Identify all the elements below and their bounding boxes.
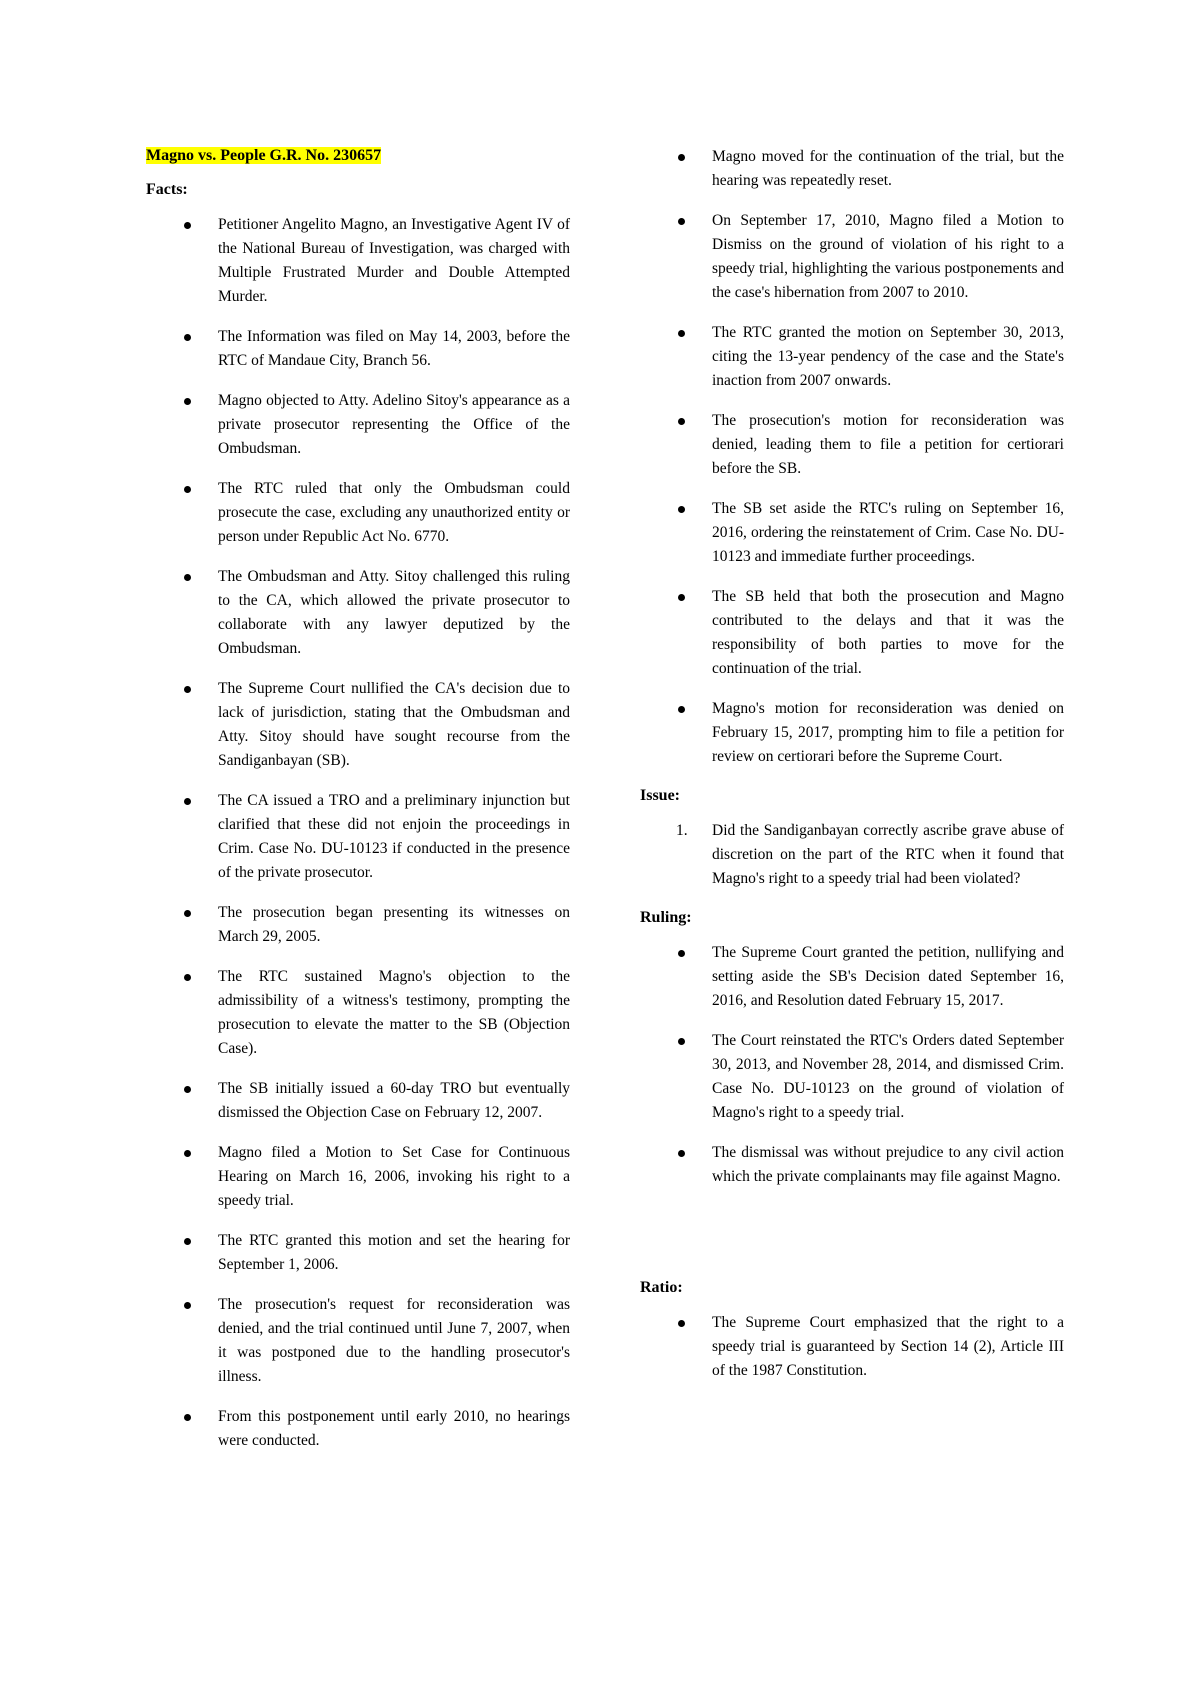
fact-item xyxy=(146,213,570,309)
fact-text: From this postponement until early 2010, no hearings were conducted. xyxy=(218,1408,570,1449)
bullet-icon xyxy=(184,910,191,917)
bullet-icon xyxy=(678,706,685,713)
fact-text: The prosecution's request for reconsideration was denied, and the trial continued until June 7, 2007, when it was postponed due to the handling prosecutor's illness. xyxy=(218,1296,570,1385)
ruling-heading: Ruling: xyxy=(640,909,692,926)
fact-text: The CA issued a TRO and a preliminary injunction but clarified that these did not enjoin the proceedings in Crim. Case No. DU-10123 if conducted in the presence of the private prosecutor. xyxy=(218,792,570,881)
bullet-icon xyxy=(678,418,685,425)
fact-text: The SB held that both the prosecution and Magno contributed to the delays and that it was the responsibility of both parties to move for the continuation of the trial. xyxy=(712,588,1064,677)
ratio-list xyxy=(640,1311,1064,1383)
bullet-icon xyxy=(678,950,685,957)
fact-item xyxy=(146,789,570,885)
fact-text: The prosecution's motion for reconsideration was denied, leading them to file a petition for certiorari before the SB. xyxy=(712,412,1064,477)
fact-text: The Supreme Court nullified the CA's decision due to lack of jurisdiction, stating that the Ombudsman and Atty. Sitoy should have sought recourse from the Sandiganbayan (SB). xyxy=(218,680,570,769)
fact-item xyxy=(146,677,570,773)
ruling-text: The Supreme Court granted the petition, nullifying and setting aside the SB's Decision dated September 16, 2016, and Resolution dated February 15, 2017. xyxy=(712,944,1064,1009)
fact-text: On September 17, 2010, Magno filed a Motion to Dismiss on the ground of violation of his right to a speedy trial, highlighting the various postponements and the case's hibernation from 2007 to 2010. xyxy=(712,212,1064,301)
bullet-icon xyxy=(678,154,685,161)
fact-text: The Ombudsman and Atty. Sitoy challenged this ruling to the CA, which allowed the private prosecutor to collaborate with any lawyer deputized by the Ombudsman. xyxy=(218,568,570,657)
issue-heading: Issue: xyxy=(640,787,681,804)
fact-text: The Information was filed on May 14, 2003, before the RTC of Mandaue City, Branch 56. xyxy=(218,328,570,369)
fact-text: The RTC sustained Magno's objection to the admissibility of a witness's testimony, prompting the prosecution to elevate the matter to the SB (Objection Case). xyxy=(218,968,570,1057)
facts-heading: Facts: xyxy=(146,181,188,198)
fact-item xyxy=(146,901,570,949)
fact-item xyxy=(640,321,1064,393)
bullet-icon xyxy=(678,1038,685,1045)
bullet-icon xyxy=(184,1414,191,1421)
fact-text: The RTC granted this motion and set the hearing for September 1, 2006. xyxy=(218,1232,570,1273)
fact-item xyxy=(146,1405,570,1453)
fact-item xyxy=(640,497,1064,569)
fact-item xyxy=(146,1141,570,1213)
ratio-text: The Supreme Court emphasized that the right to a speedy trial is guaranteed by Section 14 (2), Article III of the 1987 Constitution. xyxy=(712,1314,1064,1379)
fact-item xyxy=(146,1229,570,1277)
bullet-icon xyxy=(184,398,191,405)
bullet-icon xyxy=(678,506,685,513)
bullet-icon xyxy=(678,1320,685,1327)
fact-item xyxy=(146,477,570,549)
left-column xyxy=(146,145,570,1469)
fact-item xyxy=(146,965,570,1061)
fact-item xyxy=(640,585,1064,681)
ruling-text: The dismissal was without prejudice to any civil action which the private complainants may file against Magno. xyxy=(712,1144,1064,1185)
bullet-icon xyxy=(678,1150,685,1157)
bullet-icon xyxy=(184,486,191,493)
issue-item xyxy=(640,819,1064,891)
fact-text: Petitioner Angelito Magno, an Investigative Agent IV of the National Bureau of Investigation, was charged with Multiple Frustrated Murder and Double Attempted Murder. xyxy=(218,216,570,305)
bullet-icon xyxy=(184,1086,191,1093)
fact-text: Magno filed a Motion to Set Case for Continuous Hearing on March 16, 2006, invoking his right to a speedy trial. xyxy=(218,1144,570,1209)
fact-text: The SB set aside the RTC's ruling on September 16, 2016, ordering the reinstatement of Crim. Case No. DU-10123 and immediate further proceedings. xyxy=(712,500,1064,565)
bullet-icon xyxy=(184,334,191,341)
bullet-icon xyxy=(184,798,191,805)
fact-item xyxy=(146,1077,570,1125)
fact-text: Magno objected to Atty. Adelino Sitoy's appearance as a private prosecutor representing the Office of the Ombudsman. xyxy=(218,392,570,457)
bullet-icon xyxy=(678,594,685,601)
bullet-icon xyxy=(678,330,685,337)
case-title-highlight: Magno vs. People G.R. No. 230657 xyxy=(146,147,382,164)
facts-list-left xyxy=(146,213,570,1453)
ruling-list xyxy=(640,941,1064,1189)
fact-item xyxy=(146,1293,570,1389)
right-column xyxy=(640,145,1064,1399)
ruling-item xyxy=(640,1141,1064,1189)
bullet-icon xyxy=(184,1150,191,1157)
bullet-icon xyxy=(184,1302,191,1309)
fact-item xyxy=(640,145,1064,193)
fact-text: The SB initially issued a 60-day TRO but eventually dismissed the Objection Case on February 12, 2007. xyxy=(218,1080,570,1121)
fact-text: Magno moved for the continuation of the trial, but the hearing was repeatedly reset. xyxy=(712,148,1064,189)
issue-number: 1. xyxy=(676,822,688,839)
fact-text: The RTC granted the motion on September 30, 2013, citing the 13-year pendency of the case and the State's inaction from 2007 onwards. xyxy=(712,324,1064,389)
bullet-icon xyxy=(184,974,191,981)
fact-item xyxy=(146,565,570,661)
ruling-text: The Court reinstated the RTC's Orders dated September 30, 2013, and November 28, 2014, and dismissed Crim. Case No. DU-10123 on the ground of violation of Magno's right to a speedy trial. xyxy=(712,1032,1064,1121)
fact-item xyxy=(146,389,570,461)
ratio-heading: Ratio: xyxy=(640,1279,683,1296)
fact-item xyxy=(640,409,1064,481)
fact-text: Magno's motion for reconsideration was denied on February 15, 2017, prompting him to file a petition for review on certiorari before the Supreme Court. xyxy=(712,700,1064,765)
issue-text: Did the Sandiganbayan correctly ascribe grave abuse of discretion on the part of the RTC when it found that Magno's right to a speedy trial had been violated? xyxy=(712,822,1064,887)
fact-item xyxy=(640,209,1064,305)
bullet-icon xyxy=(184,686,191,693)
bullet-icon xyxy=(184,222,191,229)
fact-item xyxy=(146,325,570,373)
bullet-icon xyxy=(678,218,685,225)
facts-list-right xyxy=(640,145,1064,769)
ruling-item xyxy=(640,941,1064,1013)
ratio-item xyxy=(640,1311,1064,1383)
section-spacer xyxy=(640,1205,1064,1265)
bullet-icon xyxy=(184,574,191,581)
ruling-item xyxy=(640,1029,1064,1125)
case-title xyxy=(146,145,570,167)
issue-list xyxy=(640,819,1064,891)
fact-text: The prosecution began presenting its witnesses on March 29, 2005. xyxy=(218,904,570,945)
fact-text: The RTC ruled that only the Ombudsman could prosecute the case, excluding any unauthorized entity or person under Republic Act No. 6770. xyxy=(218,480,570,545)
fact-item xyxy=(640,697,1064,769)
bullet-icon xyxy=(184,1238,191,1245)
